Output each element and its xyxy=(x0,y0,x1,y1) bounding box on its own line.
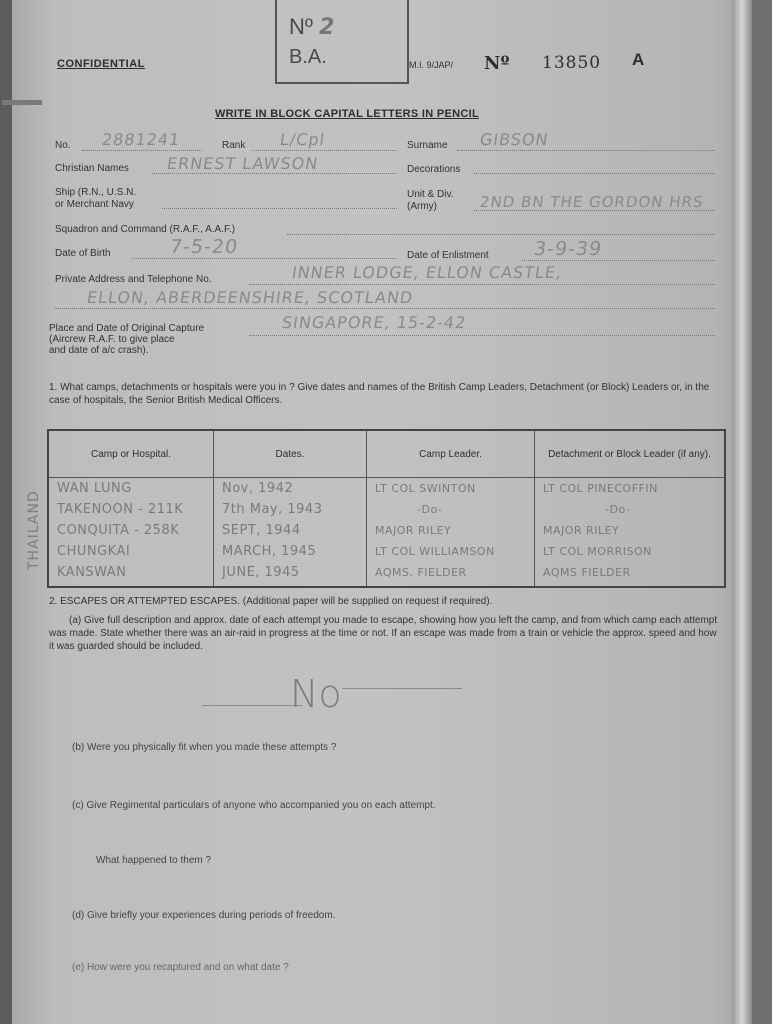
number-label: Nº xyxy=(484,53,510,74)
binding-string xyxy=(2,100,42,105)
leader-column xyxy=(367,478,535,588)
answer-stroke-left xyxy=(202,705,302,706)
enlistment-label: Date of Enlistment xyxy=(407,250,489,261)
serial-number: 13850 xyxy=(542,53,602,73)
leader-cell: MAJOR RILEY xyxy=(375,524,452,537)
page-edge xyxy=(732,0,752,1024)
capture-label-3: and date of a/c crash). xyxy=(49,345,149,356)
surname-label: Surname xyxy=(407,140,448,151)
block-cell: MAJOR RILEY xyxy=(543,524,620,537)
col-leader-header: Camp Leader. xyxy=(367,430,535,478)
dob-label: Date of Birth xyxy=(55,248,111,259)
unit-label-1: Unit & Div. xyxy=(407,189,454,200)
leader-cell: AQMS. FIELDER xyxy=(375,566,467,579)
question-2-note: (Additional paper will be supplied on request if required). xyxy=(242,596,493,607)
thailand-side-note: THAILAND xyxy=(26,490,42,570)
squadron-line xyxy=(287,234,715,235)
confidential-label: CONFIDENTIAL xyxy=(57,58,145,70)
decorations-line xyxy=(474,173,715,174)
question-2c-followup: What happened to them ? xyxy=(96,855,212,866)
date-cell: MARCH, 1945 xyxy=(222,544,317,559)
block-cell: LT COL PINECOFFIN xyxy=(543,482,658,495)
block-stamp xyxy=(275,0,409,84)
form-ref: M.I. 9/JAP/ xyxy=(409,60,454,70)
question-2c: (c) Give Regimental particulars of anyone who accompanied you on each attempt. xyxy=(72,800,436,811)
camp-cell: WAN LUNG xyxy=(57,481,132,496)
no-line xyxy=(82,150,202,151)
capture-line xyxy=(249,335,715,336)
address-line-2 xyxy=(55,308,715,309)
capture-label-2: (Aircrew R.A.F. to give place xyxy=(49,334,175,345)
unit-value: 2ND BN THE GORDON HRS xyxy=(478,193,705,211)
camp-cell: KANSWAN xyxy=(57,565,127,580)
decorations-label: Decorations xyxy=(407,164,461,175)
squadron-label: Squadron and Command (R.A.F., A.A.F.) xyxy=(55,224,236,235)
capture-label-1: Place and Date of Original Capture xyxy=(49,323,205,334)
stamp-no-value: 2 xyxy=(319,15,335,40)
block-cell: AQMS FIELDER xyxy=(543,566,631,579)
camp-cell: TAKENOON - 211K xyxy=(57,502,184,517)
stamp-no-label: Nº xyxy=(289,14,313,39)
escape-answer: No xyxy=(290,672,342,716)
rank-value: L/Cpl xyxy=(278,130,327,149)
surname-line xyxy=(457,150,715,151)
question-1: 1. What camps, detachments or hospitals were you in ? Give dates and names of the British Camp Leaders, Detachment (or Block) Leaders or, in the case of hospitals, the Senior British Medical Officers. xyxy=(49,382,710,406)
no-value: 2881241 xyxy=(100,130,182,149)
instruction-title: WRITE IN BLOCK CAPITAL LETTERS IN PENCIL xyxy=(215,108,479,120)
answer-stroke-right xyxy=(342,688,462,689)
address-label: Private Address and Telephone No. xyxy=(55,274,212,285)
block-column xyxy=(535,478,726,588)
dob-line xyxy=(132,258,397,259)
block-cell: LT COL MORRISON xyxy=(543,545,652,558)
rank-label: Rank xyxy=(222,140,246,151)
address-value-2: ELLON, ABERDEENSHIRE, SCOTLAND xyxy=(85,288,415,307)
ship-label-1: Ship (R.N., U.S.N. xyxy=(55,187,137,198)
question-2-title: 2. ESCAPES OR ATTEMPTED ESCAPES. xyxy=(49,596,240,607)
ship-line xyxy=(162,208,397,209)
enlistment-value: 3-9-39 xyxy=(532,238,604,260)
camp-cell: CHUNGKAI xyxy=(57,544,131,559)
camp-cell: CONQUITA - 258K xyxy=(57,523,180,538)
stamp-ba: B.A. xyxy=(289,46,327,68)
address-line-1 xyxy=(249,284,715,285)
col-camp-header: Camp or Hospital. xyxy=(48,430,214,478)
camps-table xyxy=(47,429,726,588)
date-cell: Nov, 1942 xyxy=(222,481,294,496)
leader-cell: -Do- xyxy=(417,503,443,516)
surname-value: GIBSON xyxy=(478,130,550,149)
dates-column xyxy=(214,478,367,588)
date-cell: SEPT, 1944 xyxy=(222,523,301,538)
form-page xyxy=(12,0,752,1024)
serial-suffix: A xyxy=(632,50,645,69)
no-label: No. xyxy=(55,140,71,151)
address-value-1: INNER LODGE, ELLON CASTLE, xyxy=(290,263,564,282)
camp-column xyxy=(48,478,214,588)
christian-names-line xyxy=(152,173,397,174)
question-2e: (e) How were you recaptured and on what date ? xyxy=(72,962,289,973)
dob-value: 7-5-20 xyxy=(168,236,240,258)
enlistment-line xyxy=(522,260,715,261)
christian-names-value: ERNEST LAWSON xyxy=(165,154,320,173)
col-block-header: Detachment or Block Leader (if any). xyxy=(535,430,726,478)
christian-names-label: Christian Names xyxy=(55,163,129,174)
capture-value: SINGAPORE, 15-2-42 xyxy=(280,313,468,332)
block-cell: -Do- xyxy=(605,503,631,516)
question-2d: (d) Give briefly your experiences during periods of freedom. xyxy=(72,910,336,921)
date-cell: 7th May, 1943 xyxy=(222,502,323,517)
ship-label-2: or Merchant Navy xyxy=(55,199,134,210)
col-dates-header: Dates. xyxy=(214,430,367,478)
leader-cell: LT COL SWINTON xyxy=(375,482,476,495)
leader-cell: LT COL WILLIAMSON xyxy=(375,545,495,558)
unit-label-2: (Army) xyxy=(407,201,437,212)
binder-edge xyxy=(0,0,12,1024)
rank-line xyxy=(252,150,397,151)
question-2a: (a) Give full description and approx. date of each attempt you made to escape, showing how you left the camp, and from which camp each attempt was made. State whether there was an air-raid in progress at the time or not. If an escape was made from a train or vehicle the approx. speed and how it was guarded should be included. xyxy=(49,615,718,652)
question-2b: (b) Were you physically fit when you made these attempts ? xyxy=(72,742,337,753)
date-cell: JUNE, 1945 xyxy=(222,565,300,580)
